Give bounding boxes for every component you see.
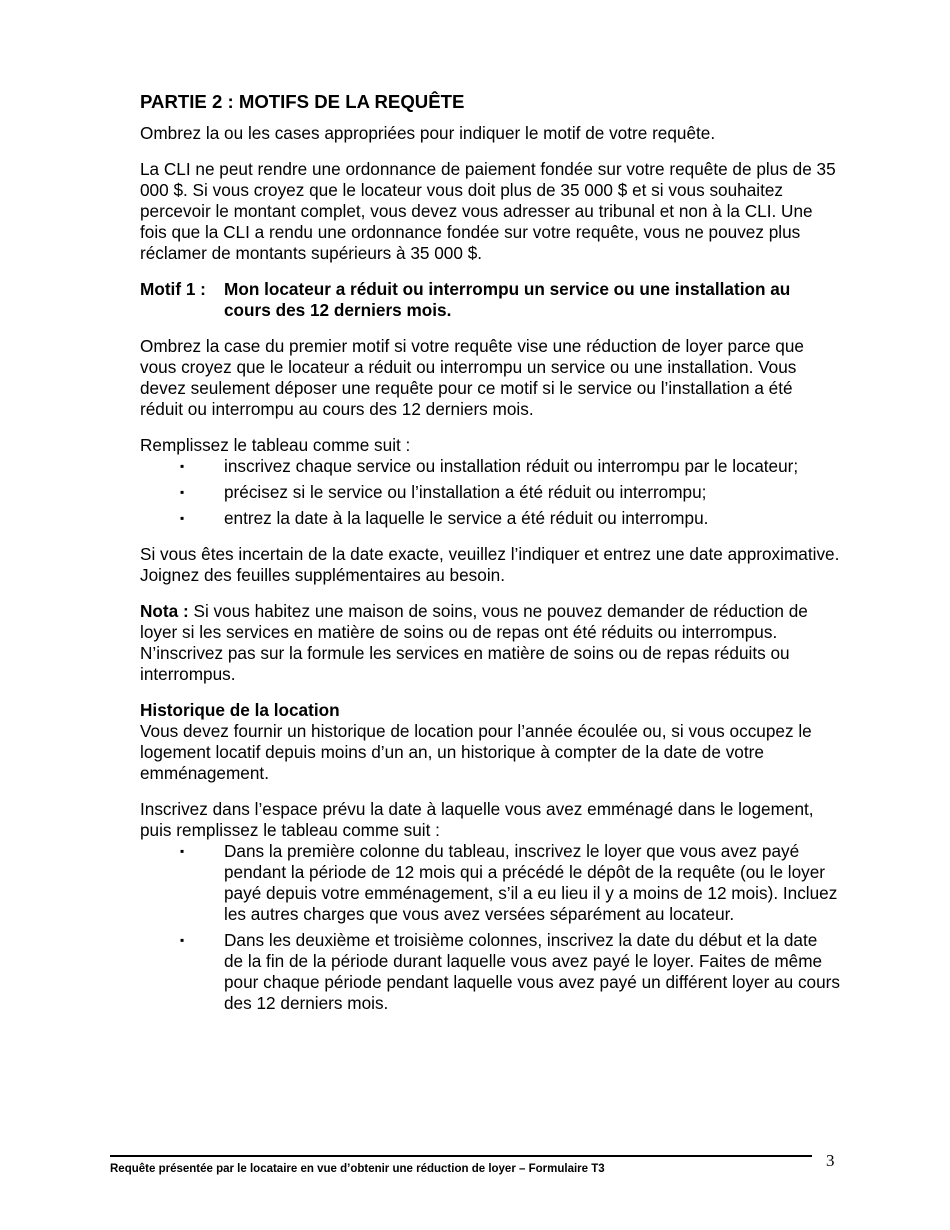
footer-form-title: Requête présentée par le locataire en vue d’obtenir une réduction de loyer – Formulaire T3	[110, 1163, 605, 1175]
history-paragraph: Vous devez fournir un historique de location pour l’année écoulée ou, si vous occupez le logement locatif depuis moins d’un an, un historique à compter de la date de votre emménagement.	[140, 721, 812, 783]
bullet-icon: ▪	[180, 459, 185, 473]
list-item-text: précisez si le service ou l’installation a été réduit ou interrompu;	[224, 482, 707, 502]
table-instructions-list	[140, 456, 840, 529]
bullet-icon: ▪	[180, 485, 185, 499]
bullet-icon: ▪	[180, 511, 185, 525]
list-item-text: entrez la date à la laquelle le service a été réduit ou interrompu.	[224, 508, 709, 528]
list-item	[140, 841, 840, 925]
history-instructions-list	[140, 841, 840, 1014]
page-number: 3	[826, 1151, 835, 1170]
page-content	[140, 90, 840, 1029]
list-item	[140, 482, 840, 503]
nota-text: Si vous habitez une maison de soins, vous ne pouvez demander de réduction de loyer si les services en matière de soins ou de repas ont été réduits ou interrompus. N’inscrivez pas sur la formule les services en matière de soins ou de repas réduits ou interrompus.	[140, 601, 808, 684]
list-item-text: Dans la première colonne du tableau, inscrivez le loyer que vous avez payé pendant la période de 12 mois qui a précédé le dépôt de la requête (ou le loyer payé depuis votre emménagement, s’il a eu lieu il y a moins de 12 mois). Incluez les autres charges que vous avez versées séparément au locateur.	[224, 841, 838, 924]
history-title: Historique de la location	[140, 700, 340, 720]
table-instructions-intro: Remplissez le tableau comme suit :	[140, 435, 411, 455]
motif-1-heading	[140, 279, 840, 321]
nota-paragraph	[140, 601, 840, 685]
bullet-icon: ▪	[180, 933, 185, 947]
cli-paragraph: La CLI ne peut rendre une ordonnance de paiement fondée sur votre requête de plus de 35 000 $. Si vous croyez que le locateur vous doit plus de 35 000 $ et si vous souhaitez percevoir le montant complet, vous devez vous adresser au tribunal et non à la CLI. Une fois que la CLI a rendu une ordonnance fondée sur votre requête, vous ne pouvez plus réclamer de montants supérieurs à 35 000 $.	[140, 159, 836, 263]
intro-paragraph: Ombrez la ou les cases appropriées pour indiquer le motif de votre requête.	[140, 123, 716, 143]
bullet-icon: ▪	[180, 844, 185, 858]
list-item	[140, 456, 840, 477]
list-item-text: inscrivez chaque service ou installation réduit ou interrompu par le locateur;	[224, 456, 799, 476]
list-item	[140, 930, 840, 1014]
motif-1-label: Motif 1 :	[140, 279, 206, 299]
footer-divider	[110, 1155, 812, 1157]
nota-label: Nota :	[140, 601, 189, 621]
uncertain-date-paragraph: Si vous êtes incertain de la date exacte, veuillez l’indiquer et entrez une date approximative. Joignez des feuilles supplémentaires au besoin.	[140, 544, 840, 585]
list-item-text: Dans les deuxième et troisième colonnes, inscrivez la date du début et la date de la fin de la période durant laquelle vous avez payé le loyer. Faites de même pour chaque période pendant laquelle vous avez payé un différent loyer au cours des 12 derniers mois.	[224, 930, 840, 1013]
history-table-intro: Inscrivez dans l’espace prévu la date à laquelle vous avez emménagé dans le logement, puis remplissez le tableau comme suit :	[140, 799, 814, 840]
list-item	[140, 508, 840, 529]
section-heading: PARTIE 2 : MOTIFS DE LA REQUÊTE	[140, 91, 465, 112]
motif-1-paragraph: Ombrez la case du premier motif si votre requête vise une réduction de loyer parce que vous croyez que le locateur a réduit ou interrompu un service ou une installation. Vous devez seulement déposer une requête pour ce motif si le service ou l’installation a été réduit ou interrompu au cours des 12 derniers mois.	[140, 336, 804, 419]
motif-1-text: Mon locateur a réduit ou interrompu un service ou une installation au cours des 12 derniers mois.	[224, 279, 791, 320]
